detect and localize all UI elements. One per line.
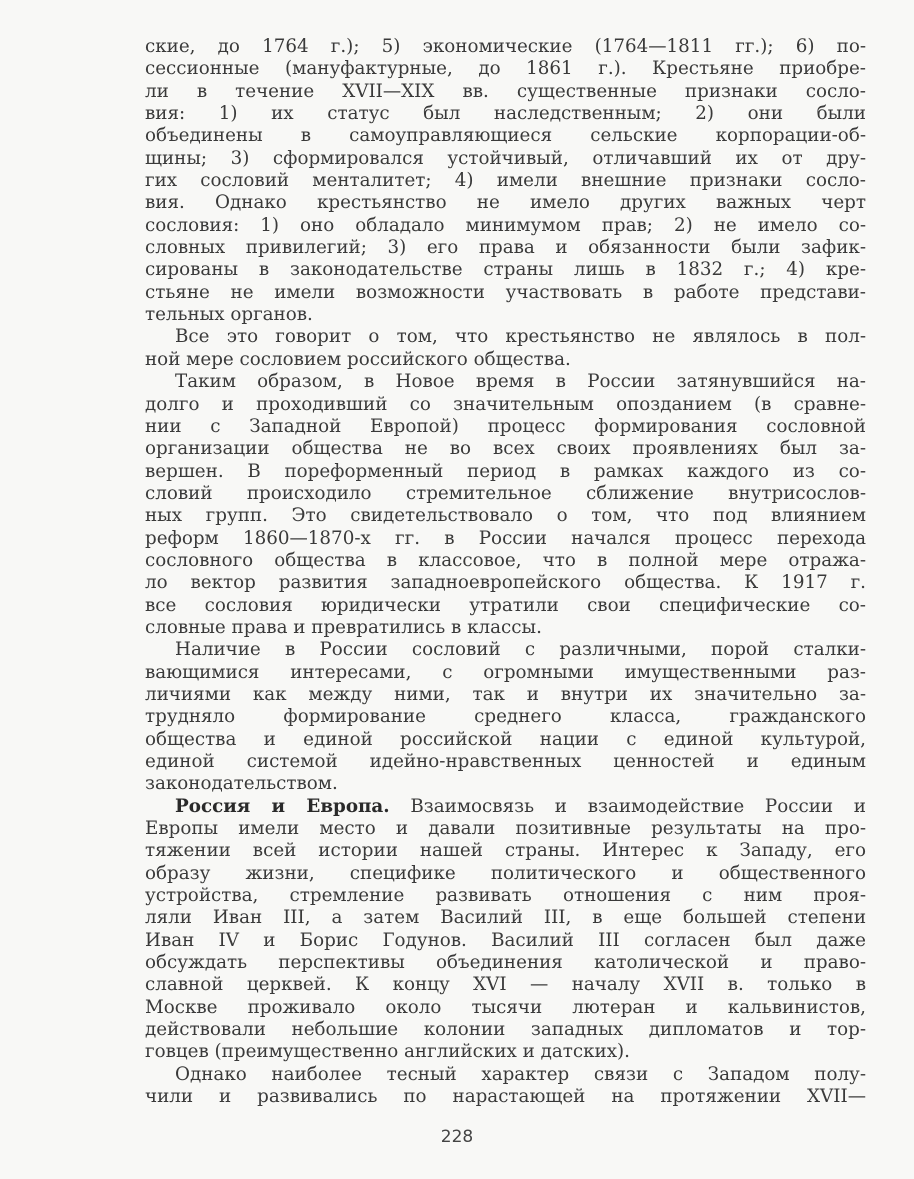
text-line: сословного общества в классовое, что в полной мере отража- [145,549,866,571]
text-line: вающимися интересами, с огромными имущественными раз- [145,661,866,683]
text-line: долго и проходивший со значительным опозданием (в сравне- [145,393,866,415]
text-line: Москве проживало около тысячи лютеран и кальвинистов, [145,996,866,1018]
text-line: единой системой идейно-нравственных ценностей и единым [145,751,866,772]
paragraph [145,326,866,371]
text-run: Взаимосвязь и взаимодействие России и [389,795,866,817]
paragraph [145,371,866,639]
text-line: славной церквей. К концу XVI — началу XVII в. только в [145,974,866,996]
text-line: Все это говорит о том, что крестьянство не являлось в пол- [175,326,866,348]
text-line: ло вектор развития западноевропейского общества. К 1917 г. [145,572,866,594]
text-line: Европы имели место и давали позитивные результаты на про- [145,818,866,840]
text-line: ной мере сословием российского общества. [145,348,571,370]
text-line: ские, до 1764 г.); 5) экономические (1764—1811 гг.); 6) по- [145,36,866,57]
text-line [145,796,866,818]
text-line: обсуждать перспективы объединения католической и право- [145,952,866,974]
text-line: говцев (преимущественно английских и датских). [145,1041,630,1063]
text-line: все сословия юридически утратили свои специфические со- [145,594,866,616]
paragraph [145,796,866,1064]
paragraph [145,1064,866,1109]
text-line: организации общества не во всех своих проявлениях был за- [145,438,866,460]
text-line: тельных органов. [145,304,313,326]
text-line: тяжении всей истории нашей страны. Интерес к Западу, его [145,840,866,862]
text-line: сословия: 1) оно обладало минимумом прав; 2) не имело со- [145,214,866,236]
text-line: устройства, стремление развивать отношения с ним проя- [145,885,866,907]
section-heading: Россия и Европа. [175,795,390,817]
text-line: образу жизни, специфике политического и общественного [145,862,866,884]
page-number: 228 [440,1127,474,1147]
text-line: личиями как между ними, так и внутри их значительно за- [145,683,866,705]
text-line: вершен. В пореформенный период в рамках каждого из со- [145,460,866,482]
text-line: словий происходило стремительное сближение внутрисослов- [145,482,866,504]
paragraph [145,36,866,326]
text-line: Однако наиболее тесный характер связи с Западом полу- [175,1063,866,1085]
text-line: гих сословий менталитет; 4) имели внешние признаки сосло- [145,170,866,192]
text-line: стьяне не имели возможности участвовать в работе представи- [145,281,866,303]
text-line: сессионные (мануфактурные, до 1861 г.). Крестьяне приобре- [145,58,866,80]
page-body-text [145,36,866,1109]
text-line: реформ 1860—1870-х гг. в России начался процесс перехода [145,527,866,549]
text-line: нии с Западной Европой) процесс формирования сословной [145,415,866,437]
text-line: сированы в законодательстве страны лишь в 1832 г.; 4) кре- [145,259,866,281]
text-line: вия: 1) их статус был наследственным; 2) они были [145,103,866,125]
text-line: действовали небольшие колонии западных дипломатов и тор- [145,1019,866,1041]
text-line: ных групп. Это свидетельствовало о том, что под влиянием [145,505,866,527]
text-line: Иван IV и Борис Годунов. Василий III согласен был даже [145,929,866,951]
paragraph [145,639,866,795]
text-line: ляли Иван III, а затем Василий III, в еще большей степени [145,907,866,929]
text-line: вия. Однако крестьянство не имело других важных черт [145,192,866,214]
text-line: словных привилегий; 3) его права и обязанности были зафик- [145,237,866,259]
text-line: общества и единой российской нации с единой культурой, [145,728,866,750]
text-line: трудняло формирование среднего класса, гражданского [145,706,866,728]
text-line: объединены в самоуправляющиеся сельские корпорации-об- [145,125,866,147]
text-line: словные права и превратились в классы. [145,616,542,638]
text-line: законодательством. [145,773,338,795]
text-line: ли в течение XVII—XIX вв. существенные признаки сосло- [145,80,866,102]
text-line: чили и развивались по нарастающей на протяжении XVII— [145,1086,866,1108]
text-line: щины; 3) сформировался устойчивый, отличавший их от дру- [145,147,866,169]
text-line: Таким образом, в Новое время в России затянувшийся на- [175,371,866,393]
text-line: Наличие в России сословий с различными, порой сталки- [175,639,866,661]
